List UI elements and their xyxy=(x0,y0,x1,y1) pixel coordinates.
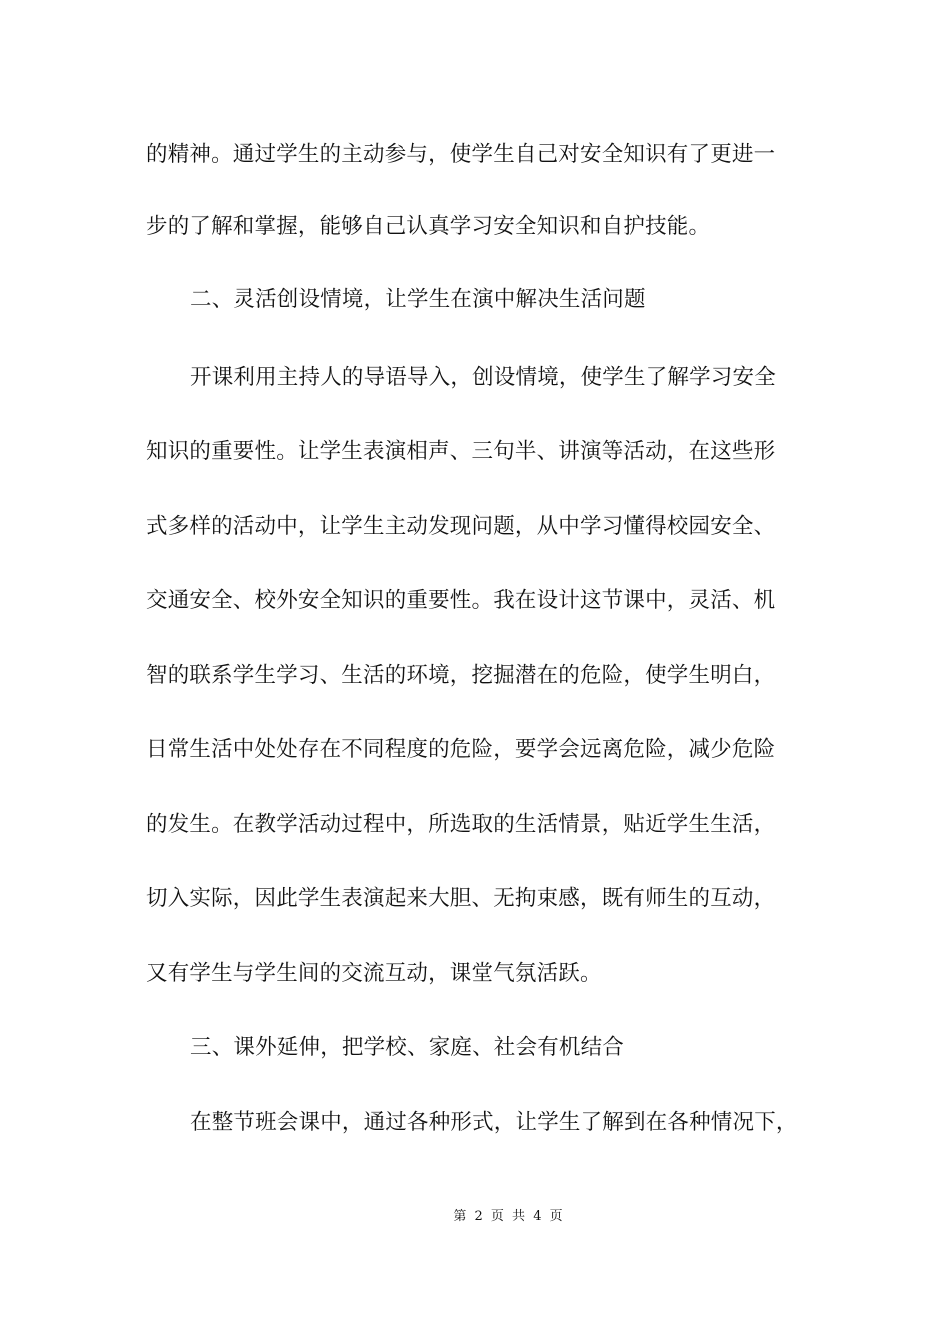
page-number-footer: 第 2 页 共 4 页 xyxy=(453,1209,565,1224)
text-line: 交通安全、校外安全知识的重要性。我在设计这节课中，灵活、机 xyxy=(146,588,776,613)
text-line: 又有学生与学生间的交流互动，课堂气氛活跃。 xyxy=(146,961,602,986)
text-line: 切入实际，因此学生表演起来大胆、无拘束感，既有师生的互动， xyxy=(146,886,776,911)
text-line: 开课利用主持人的导语导入，创设情境，使学生了解学习安全 xyxy=(190,365,776,390)
text-line: 的精神。通过学生的主动参与，使学生自己对安全知识有了更进一 xyxy=(146,142,776,167)
text-line: 步的了解和掌握，能够自己认真学习安全知识和自护技能。 xyxy=(146,214,711,239)
text-line: 式多样的活动中，让学生主动发现问题，从中学习懂得校园安全、 xyxy=(146,514,776,539)
text-line: 日常生活中处处存在不同程度的危险，要学会远离危险，减少危险 xyxy=(146,737,776,762)
text-line: 的发生。在教学活动过程中，所选取的生活情景，贴近学生生活， xyxy=(146,812,776,837)
text-line: 智的联系学生学习、生活的环境，挖掘潜在的危险，使学生明白， xyxy=(146,663,776,688)
section-heading: 三、课外延伸，把学校、家庭、社会有机结合 xyxy=(190,1035,625,1060)
text-line: 在整节班会课中，通过各种形式，让学生了解到在各种情况下， xyxy=(190,1110,798,1135)
section-heading: 二、灵活创设情境，让学生在演中解决生活问题 xyxy=(190,287,646,312)
text-line: 知识的重要性。让学生表演相声、三句半、讲演等活动，在这些形 xyxy=(146,439,776,464)
